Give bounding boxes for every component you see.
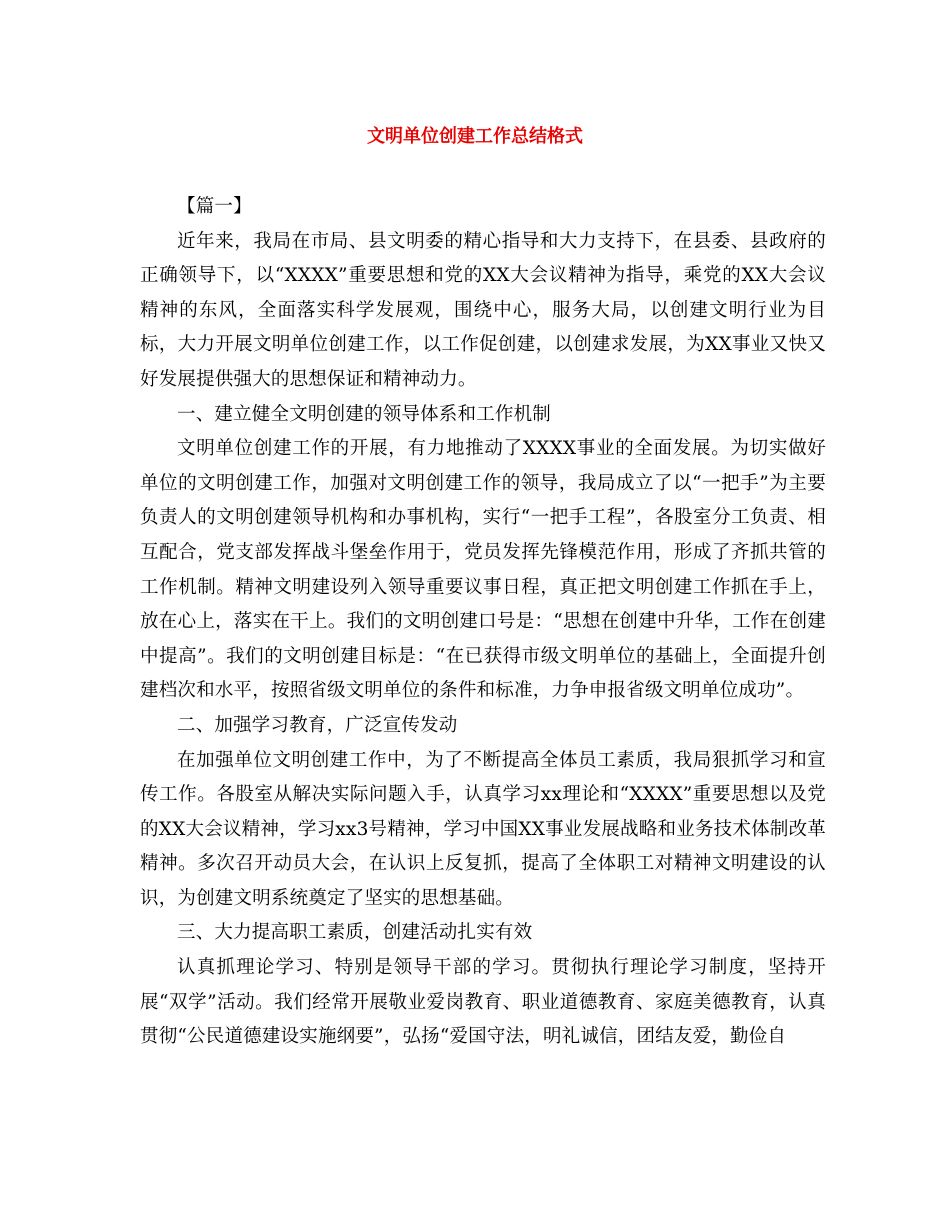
section-paragraph-2: 在加强单位文明创建工作中，为了不断提高全体员工素质，我局狠抓学习和宣传工作。各股室从解决实际问题入手，认真学习xx理论和“XXXX”重要思想以及党的XX大会议精神，学习xx3号精神，学习中国XX事业发展战略和业务技术体制改革精神。多次召开动员大会，在认识上反复抓，提高了全体职工对精神文明建设的认识，为创建文明系统奠定了坚实的思想基础。 [140, 749, 826, 909]
section-tag: 【篇一】 [177, 196, 252, 217]
document-title: 文明单位创建工作总结格式 [367, 126, 583, 147]
section-heading-1: 一、建立健全文明创建的领导体系和工作机制 [177, 403, 552, 425]
section-paragraph-1: 文明单位创建工作的开展，有力地推动了XXXX事业的全面发展。为切实做好单位的文明创建工作，加强对文明创建工作的领导，我局成立了以“一把手”为主要负责人的文明创建领导机构和办事机构，实行“一把手工程”，各股室分工负责、相互配合，党支部发挥战斗堡垒作用于，党员发挥先锋模范作用，形成了齐抓共管的工作机制。精神文明建设列入领导重要议事日程，真正把文明创建工作抓在手上，放在心上，落实在干上。我们的文明创建口号是：“思想在创建中升华，工作在创建中提高”。我们的文明创建目标是：“在已获得市级文明单位的基础上，全面提升创建档次和水平，按照省级文明单位的条件和标准，力争申报省级文明单位成功”。 [140, 438, 826, 702]
document-body [140, 190, 826, 1055]
intro-paragraph: 近年来，我局在市局、县文明委的精心指导和大力支持下，在县委、县政府的正确领导下，以“XXXX”重要思想和党的XX大会议精神为指导，乘党的XX大会议精神的东风，全面落实科学发展观，围绕中心，服务大局，以创建文明行业为目标，大力开展文明单位创建工作，以工作促创建，以创建求发展，为XX事业又快又好发展提供强大的思想保证和精神动力。 [140, 230, 826, 390]
section-heading-2: 二、加强学习教育，广泛宣传发动 [177, 714, 458, 736]
section-paragraph-3: 认真抓理论学习、特别是领导干部的学习。贯彻执行理论学习制度，坚持开展“双学”活动。我们经常开展敬业爱岗教育、职业道德教育、家庭美德教育，认真贯彻“公民道德建设实施纲要”，弘扬“爱国守法，明礼诚信，团结友爱，勤俭自 [140, 957, 826, 1048]
section-heading-3: 三、大力提高职工素质，创建活动扎实有效 [177, 922, 533, 944]
